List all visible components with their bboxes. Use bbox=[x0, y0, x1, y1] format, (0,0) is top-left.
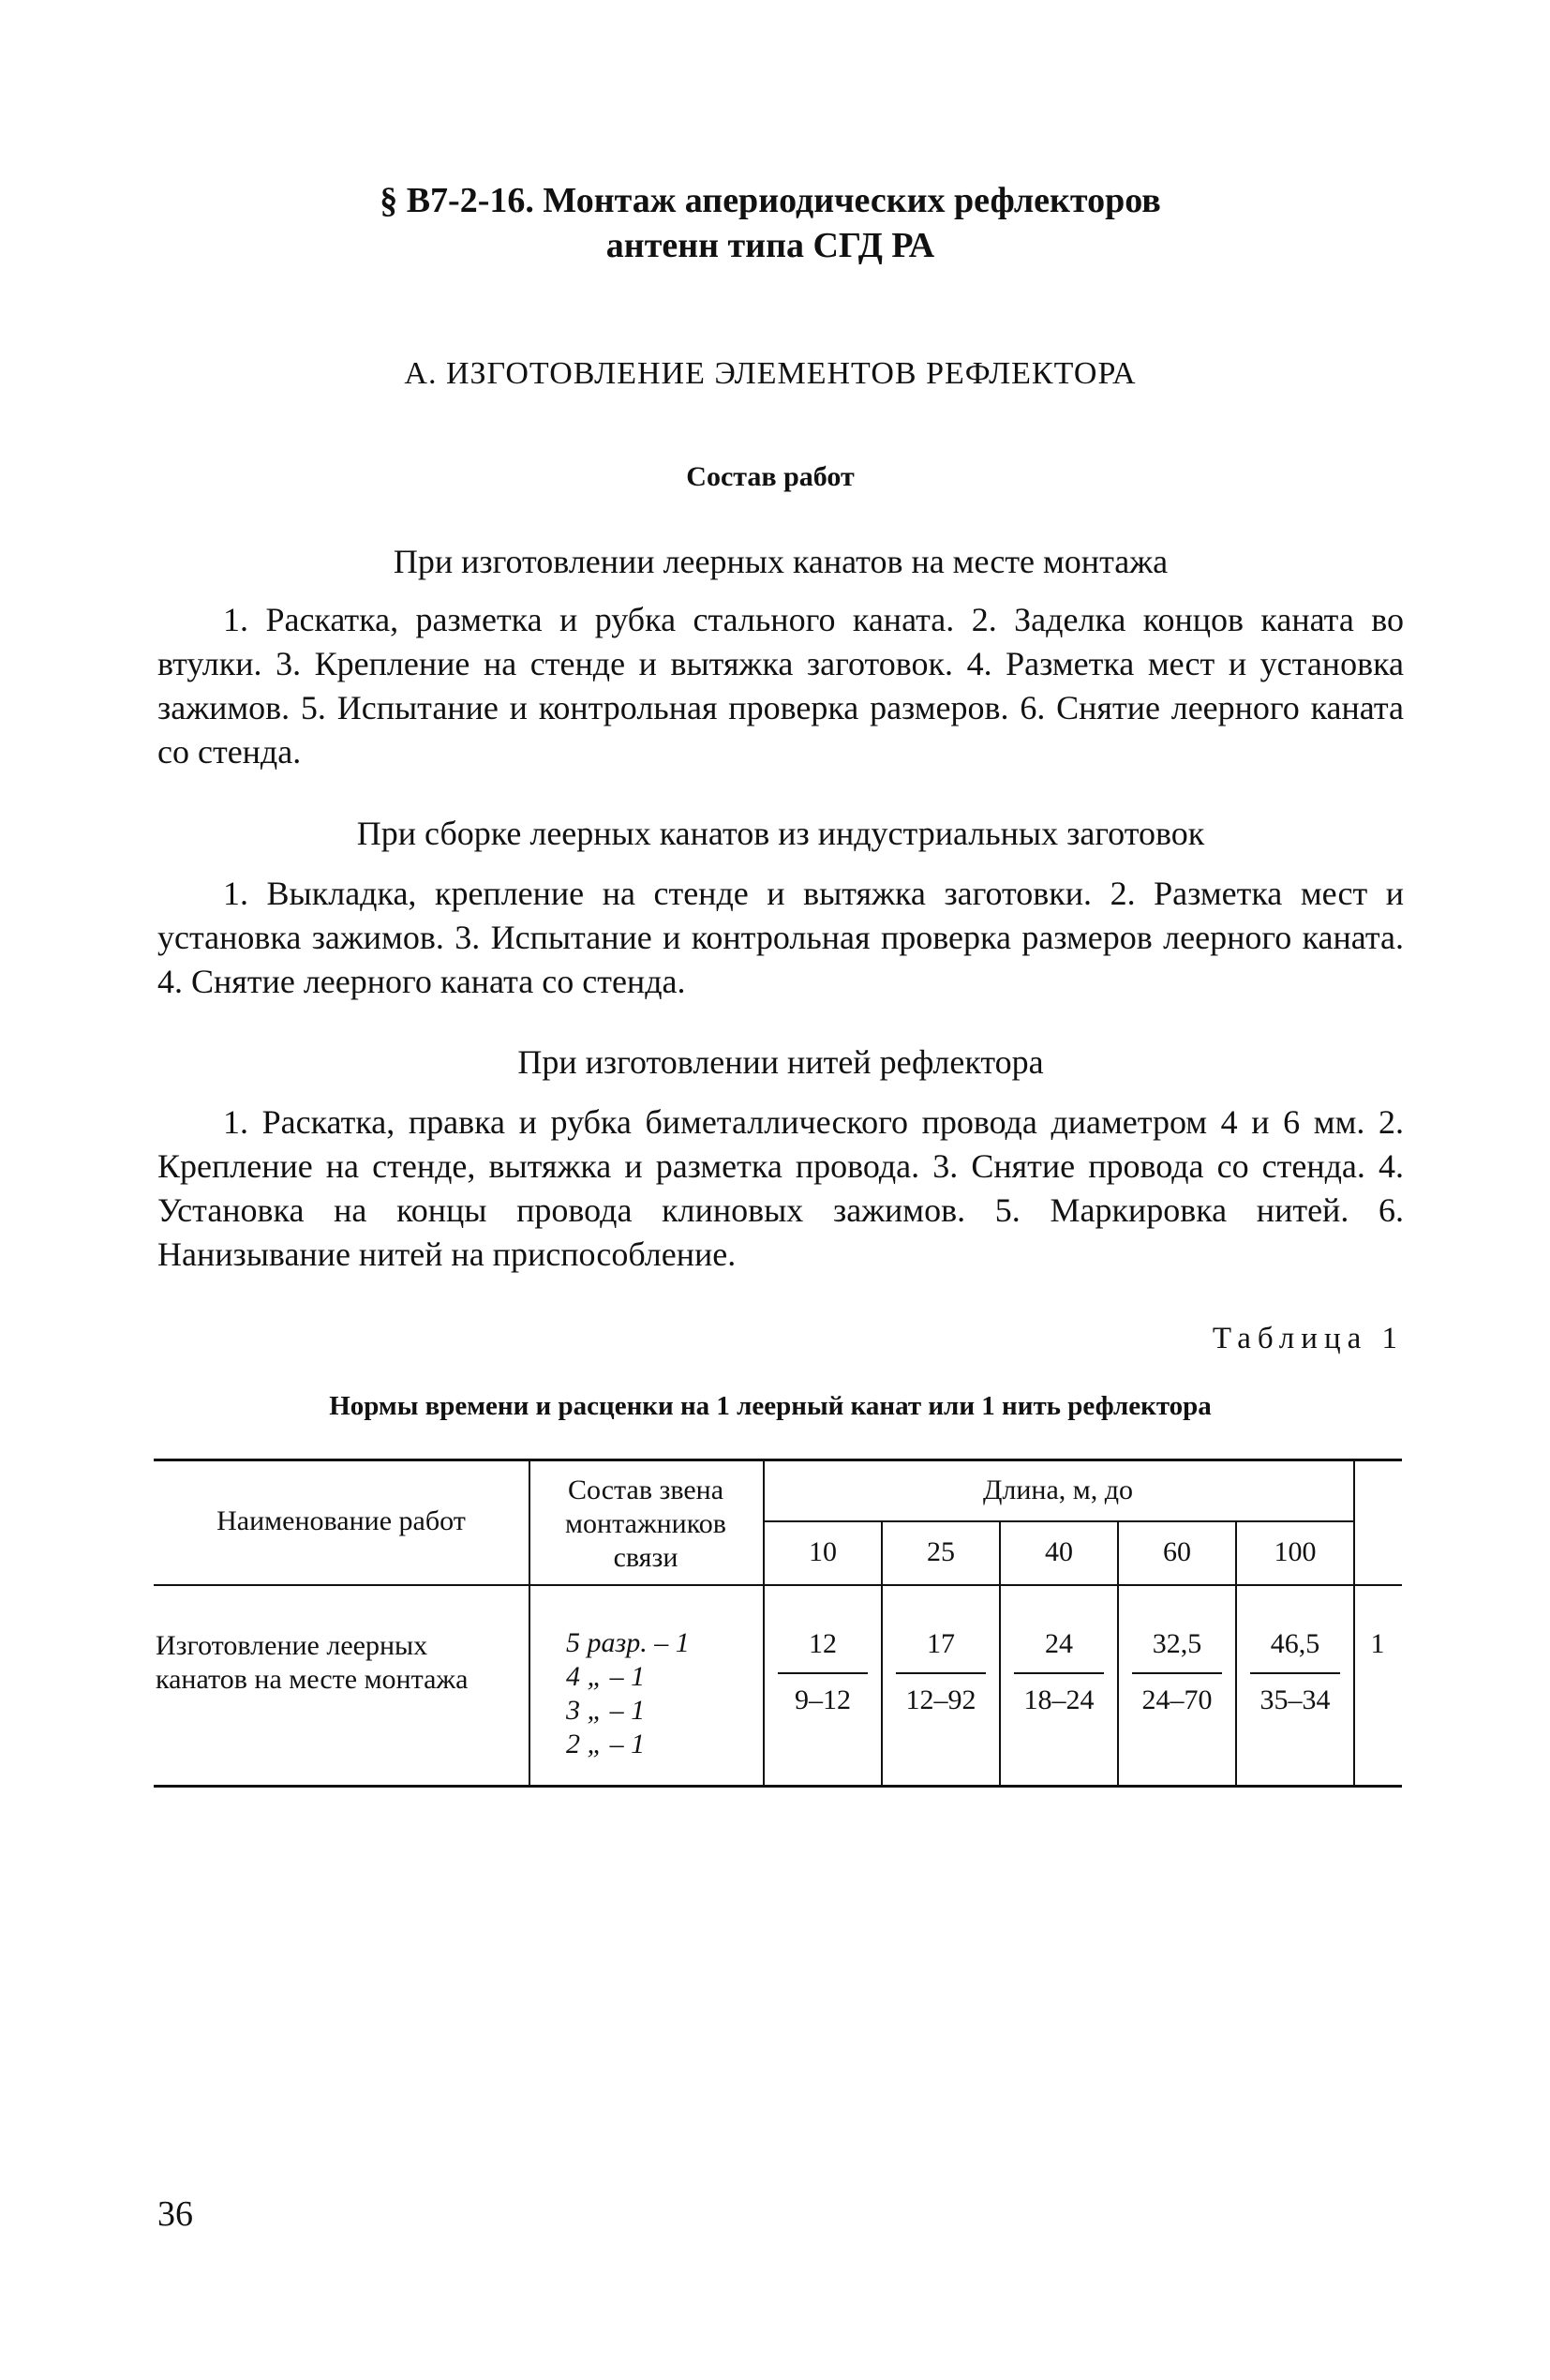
crew-grade-3: 3 „ – 1 bbox=[566, 1695, 646, 1726]
header-length-100: 100 bbox=[1274, 1536, 1317, 1567]
col-rule-7 bbox=[1353, 1459, 1355, 1785]
fraction-line-10 bbox=[778, 1672, 868, 1674]
work-text-2: 1. Выкладка, крепление на стенде и вытяжка заготовки. 2. Разметка мест и установка зажимов. 3. Испытание и контрольная проверка размеров леерного каната. 4. Снятие леерного каната со стенда. bbox=[157, 875, 1404, 1000]
norm-40: 24 bbox=[1045, 1628, 1073, 1659]
title-line-1: § В7-2-16. Монтаж апериодических рефлекторов bbox=[380, 181, 1161, 220]
subsection-heading: А. ИЗГОТОВЛЕНИЕ ЭЛЕМЕНТОВ РЕФЛЕКТОРА bbox=[404, 356, 1137, 391]
title-line-2: антенн типа СГД РА bbox=[605, 226, 935, 265]
header-work: Наименование работ bbox=[216, 1505, 466, 1536]
composition-heading: Состав работ bbox=[686, 461, 855, 492]
rate-40: 18–24 bbox=[1023, 1684, 1095, 1715]
header-length-60: 60 bbox=[1163, 1536, 1191, 1567]
rate-60: 24–70 bbox=[1141, 1684, 1213, 1715]
work-heading-2: При сборке леерных канатов из индустриальных заготовок bbox=[356, 815, 1205, 852]
norm-60: 32,5 bbox=[1152, 1628, 1202, 1659]
work-heading-3: При изготовлении нитей рефлектора bbox=[517, 1043, 1044, 1081]
header-length-10: 10 bbox=[809, 1536, 837, 1567]
fraction-line-100 bbox=[1250, 1672, 1340, 1674]
row-index: 1 bbox=[1370, 1628, 1385, 1659]
norm-100: 46,5 bbox=[1270, 1628, 1320, 1659]
row-work-name: Изготовление леерных канатов на месте монтажа bbox=[156, 1630, 469, 1695]
fraction-line-60 bbox=[1132, 1672, 1222, 1674]
table-label: Таблица 1 bbox=[1212, 1322, 1404, 1355]
header-length: Длина, м, до bbox=[982, 1474, 1134, 1505]
crew-grade-5: 5 разр. – 1 bbox=[566, 1627, 690, 1658]
crew-grade-2: 2 „ – 1 bbox=[566, 1729, 646, 1759]
col-rule-2 bbox=[763, 1459, 765, 1785]
table-caption: Нормы времени и расценки на 1 леерный канат или 1 нить рефлектора bbox=[329, 1391, 1212, 1421]
work-text-3: 1. Раскатка, правка и рубка биметаллического провода диаметром 4 и 6 мм. 2. Крепление на стенде, вытяжка и разметка провода. 3. Снятие провода со стенда. 4. Установка на концы провода клиновых зажимов. 5. Маркировка нитей. 6. Нанизывание нитей на приспособление. bbox=[157, 1103, 1404, 1273]
header-crew: Состав звена монтажников связи bbox=[565, 1474, 726, 1573]
work-heading-1: При изготовлении леерных канатов на месте монтажа bbox=[393, 543, 1169, 580]
work-text-1: 1. Раскатка, разметка и рубка стального каната. 2. Заделка концов каната во втулки. 3. Крепление на стенде и вытяжка заготовок. 4. Разметка мест и установка зажимов. 5. Испытание и контрольная проверка размеров. 6. Снятие леерного каната со стенда. bbox=[157, 601, 1404, 771]
table-top-rule bbox=[154, 1459, 1402, 1461]
norm-10: 12 bbox=[809, 1628, 837, 1659]
fraction-line-25 bbox=[896, 1672, 986, 1674]
header-length-25: 25 bbox=[927, 1536, 955, 1567]
length-header-rule bbox=[763, 1520, 1353, 1522]
header-bottom-rule bbox=[154, 1584, 1402, 1586]
fraction-line-40 bbox=[1014, 1672, 1104, 1674]
table-bottom-rule bbox=[154, 1785, 1402, 1788]
rate-100: 35–34 bbox=[1259, 1684, 1331, 1715]
rate-10: 9–12 bbox=[795, 1684, 851, 1715]
header-length-40: 40 bbox=[1045, 1536, 1073, 1567]
page-number: 36 bbox=[157, 2194, 193, 2234]
crew-grade-4: 4 „ – 1 bbox=[566, 1661, 646, 1692]
norm-25: 17 bbox=[927, 1628, 955, 1659]
rate-25: 12–92 bbox=[905, 1684, 976, 1715]
